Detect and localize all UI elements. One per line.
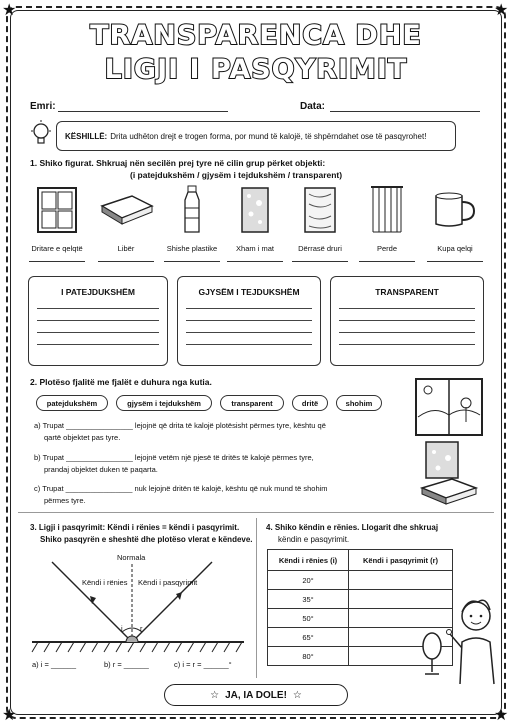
word-chip: dritë	[292, 395, 328, 411]
corner-star-icon: ★	[2, 0, 17, 19]
star-icon: ☆	[292, 689, 302, 701]
window-icon	[36, 186, 78, 234]
category-line[interactable]	[339, 332, 475, 333]
name-label: Emri:	[30, 101, 56, 112]
incidence-angle-label: Këndi i rënies	[82, 578, 128, 587]
incidence-value: 20°	[268, 571, 349, 590]
lightbulb-icon	[30, 120, 52, 150]
category-line[interactable]	[186, 308, 312, 309]
answer-line[interactable]	[227, 261, 283, 262]
answer-line[interactable]	[359, 261, 415, 262]
boy-with-mirror-illustration	[420, 590, 500, 686]
category-line[interactable]	[339, 308, 475, 309]
answer-line[interactable]	[427, 261, 483, 262]
incidence-value: 50°	[268, 609, 349, 628]
incidence-value: 35°	[268, 590, 349, 609]
item-wooden-board	[285, 242, 355, 262]
category-heading: I PATEJDUKSHËM	[61, 287, 135, 297]
glass-mug-icon	[432, 190, 478, 230]
item-caption: Shishe plastike	[166, 244, 218, 253]
q1-title: 1. Shiko figurat. Shkruaj nën secilën prej tyre në cilin grup përket objekti:	[30, 158, 326, 168]
item-caption: Perde	[376, 244, 397, 253]
answer-b[interactable]: b) r = ______	[104, 660, 149, 669]
item-glass-mug	[420, 242, 490, 262]
answer-line[interactable]	[98, 261, 154, 262]
category-line[interactable]	[186, 332, 312, 333]
q3-title-line1: 3. Ligji i pasqyrimit: Këndi i rënies = këndi i pasqyrimit.	[30, 523, 240, 532]
table-header: Këndi i pasqyrimit (r)	[349, 550, 453, 571]
frosted-glass-icon	[240, 186, 270, 234]
corner-star-icon: ★	[2, 705, 17, 724]
category-line[interactable]	[339, 320, 475, 321]
item-frosted-glass	[220, 242, 290, 262]
item-caption: Kupa qelqi	[437, 244, 473, 253]
incidence-value: 65°	[268, 628, 349, 647]
item-caption: Libër	[117, 244, 135, 253]
sentence-a-line1: a) Trupat ________________ lejojnë që drita të kalojë plotësisht përmes tyre, kështu që	[34, 421, 326, 430]
column-divider	[256, 518, 257, 678]
section-divider	[18, 512, 494, 513]
plastic-bottle-icon	[180, 184, 204, 236]
item-window	[22, 242, 92, 262]
reflection-diagram	[22, 548, 252, 658]
word-chip: transparent	[220, 395, 284, 411]
footer-banner	[164, 684, 348, 706]
curtain-icon	[370, 184, 404, 236]
tip-text: Drita udhëton drejt e trogen forma, por mund të kalojë, të shpërndahet ose të pasqyrohet!	[110, 131, 427, 141]
wooden-board-icon	[303, 186, 337, 234]
category-line[interactable]	[37, 320, 159, 321]
word-chip: shohim	[336, 395, 382, 411]
answer-a[interactable]: a) i = ______	[32, 660, 76, 669]
angle-r-label: r	[140, 624, 143, 633]
table-row	[268, 571, 453, 590]
word-chip: patejdukshëm	[36, 395, 108, 411]
page-title-line2: LIGJI I PASQYRIMIT	[104, 54, 408, 85]
category-line[interactable]	[186, 320, 312, 321]
sentence-c-line2: përmes tyre.	[44, 496, 86, 505]
q3-title-line2: Shiko pasqyrën e sheshtë dhe plotëso vlerat e këndeve.	[40, 535, 253, 544]
date-label: Data:	[300, 101, 326, 112]
answer-line[interactable]	[164, 261, 220, 262]
star-icon: ☆	[210, 689, 220, 701]
q4-title-line2: këndin e pasqyrimit.	[278, 535, 350, 544]
category-box-translucent	[177, 276, 321, 366]
answer-c[interactable]: c) i = r = ______°	[174, 660, 232, 669]
item-book	[91, 242, 161, 262]
category-box-opaque	[28, 276, 168, 366]
q4-title-line1: 4. Shiko këndin e rënies. Llogarit dhe shkruaj	[266, 523, 439, 532]
item-curtain	[352, 242, 422, 262]
page-title-line1: TRANSPARENCA DHE	[90, 20, 422, 51]
item-caption: Xham i mat	[236, 244, 274, 253]
book-illustration	[420, 476, 480, 506]
answer-line[interactable]	[29, 261, 85, 262]
category-line[interactable]	[37, 308, 159, 309]
item-bottle	[157, 242, 227, 262]
frosted-glass-illustration	[420, 440, 464, 480]
date-field[interactable]	[330, 111, 480, 112]
sentence-a-line2: qartë objektet pas tyre.	[44, 433, 121, 442]
sentence-b-line2: prandaj objektet duken të paqarta.	[44, 465, 158, 474]
q1-subtitle: (i patejdukshëm / gjysëm i tejdukshëm / transparent)	[130, 170, 343, 180]
incidence-value: 80°	[268, 647, 349, 666]
sentence-c-line1: c) Trupat ________________ nuk lejojnë dritën të kalojë, kështu që nuk mund të shohim	[34, 484, 328, 493]
reflection-answer-cell[interactable]	[349, 571, 453, 590]
category-heading: TRANSPARENT	[375, 287, 439, 297]
angle-i-label: i	[121, 624, 123, 633]
category-heading: GJYSËM I TEJDUKSHËM	[198, 287, 300, 297]
q2-title: 2. Plotëso fjalitë me fjalët e duhura nga kutia.	[30, 377, 212, 387]
tip-label: KËSHILLË:	[65, 131, 108, 141]
category-line[interactable]	[186, 344, 312, 345]
book-icon	[98, 192, 154, 228]
corner-star-icon: ★	[494, 705, 509, 724]
category-line[interactable]	[339, 344, 475, 345]
item-caption: Dërrasë druri	[298, 244, 342, 253]
table-header: Këndi i rënies (i)	[268, 550, 349, 571]
reflection-angle-label: Këndi i pasqyrimit	[138, 578, 198, 587]
sentence-b-line1: b) Trupat ________________ lejojnë vetëm një pjesë të dritës të kalojë përmes tyre,	[34, 453, 314, 462]
window-scene-illustration	[414, 377, 484, 437]
item-caption: Dritare e qelqtë	[31, 244, 83, 253]
answer-line[interactable]	[292, 261, 348, 262]
category-box-transparent	[330, 276, 484, 366]
tip-box	[56, 121, 456, 151]
name-field[interactable]	[58, 111, 228, 112]
category-line[interactable]	[37, 332, 159, 333]
footer-text: JA, IA DOLE!	[225, 689, 287, 701]
category-line[interactable]	[37, 344, 159, 345]
word-chip: gjysëm i tejdukshëm	[116, 395, 212, 411]
corner-star-icon: ★	[494, 0, 509, 19]
normal-label: Normala	[117, 553, 146, 562]
